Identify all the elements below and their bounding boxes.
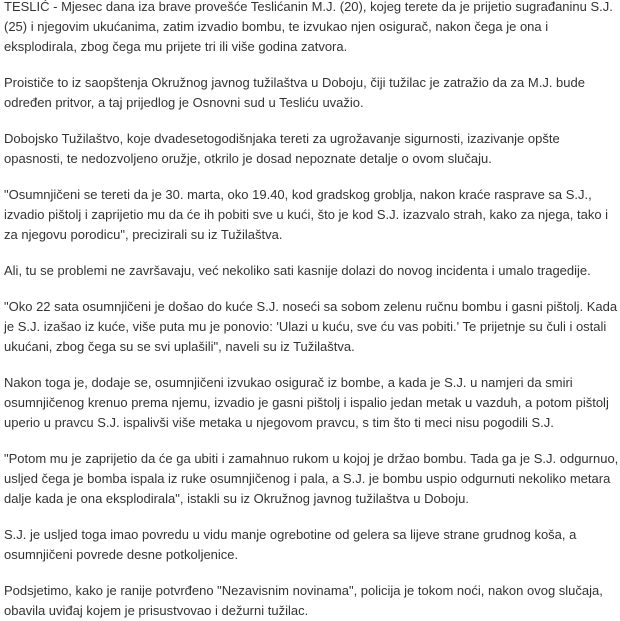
article-paragraph: S.J. je usljed toga imao povredu u vidu manje ogrebotine od gelera sa lijeve strane grudnog koša, a osumnjičeni povrede desne potkoljenice. xyxy=(4,527,577,562)
article-paragraph: Podsjetimo, kako je ranije potvrđeno "Nezavisnim novinama", policija je tokom noći, nakon ovog slučaja, obavila uviđaj kojem je prisustvovao i dežurni tužilac. xyxy=(4,583,603,618)
article-paragraph-quote: "Potom mu je zaprijetio da će ga ubiti i zamahnuo rukom u kojoj je držao bombu. Tada ga je S.J. odgurnuo, usljed čega je bomba ispala iz ruke osumnjičenog i pala, a S.J. je bombu uspio odgurnuti nekoliko metara dalje kada je ona eksplodirala", istakli su iz Okružnog javnog tužilaštva u Doboju. xyxy=(4,451,619,506)
article-paragraph: Nakon toga je, dodaje se, osumnjičeni izvukao osigurač iz bombe, a kada je S.J. u namjeri da smiri osumnjičenog krenuo prema njemu, izvadio je gasni pištolj i ispalio jedan metak u vazduh, a potom pištolj uperio u pravcu S.J. ispalivši više metaka u njegovom pravcu, s tim što ti meci nisu pogodili S.J. xyxy=(4,375,609,430)
article-paragraph-quote: "Oko 22 sata osumnjičeni je došao do kuće S.J. noseći sa sobom zelenu ručnu bombu i gasni pištolj. Kada je S.J. izašao iz kuće, više puta mu je ponovio: 'Ulazi u kuću, sve ću vas pobiti.' Te prijetnje su čuli i ostali ukućani, zbog čega su se svi uplašili", naveli su iz Tužilaštva. xyxy=(4,299,618,354)
article-paragraph: Proističe to iz saopštenja Okružnog javnog tužilaštva u Doboju, čiji tužilac je zatražio da za M.J. bude određen pritvor, a taj prijedlog je Osnovni sud u Tesliću uvažio. xyxy=(4,75,585,110)
article-paragraph: Dobojsko Tužilaštvo, koje dvadesetogodišnjaka tereti za ugrožavanje sigurnosti, izazivanje opšte opasnosti, te nedozvoljeno oružje, otkrilo je dosad nepoznate detalje o ovom slučaju. xyxy=(4,131,560,166)
article-paragraph-quote: "Osumnjičeni se tereti da je 30. marta, oko 19.40, kod gradskog groblja, nakon kraće rasprave sa S.J., izvadio pištolj i zaprijetio mu da će ih pobiti sve u kući, što je kod S.J. izazvalo strah, kako za njega, tako i za njegovu porodicu", precizirali su iz Tužilaštva. xyxy=(4,187,609,242)
article-paragraph-lead: TESLIĆ - Mjesec dana iza brave provešće Teslićanin M.J. (20), kojeg terete da je prijetio sugrađaninu S.J. (25) i njegovim ukućanima, zatim izvadio bombu, te izvukao njen osigurač, nakon čega je ona i eksplodirala, zbog čega mu prijete tri ili više godina zatvora. xyxy=(4,0,613,54)
article-paragraph: Ali, tu se problemi ne završavaju, već nekoliko sati kasnije dolazi do novog incidenta i umalo tragedije. xyxy=(4,263,591,278)
